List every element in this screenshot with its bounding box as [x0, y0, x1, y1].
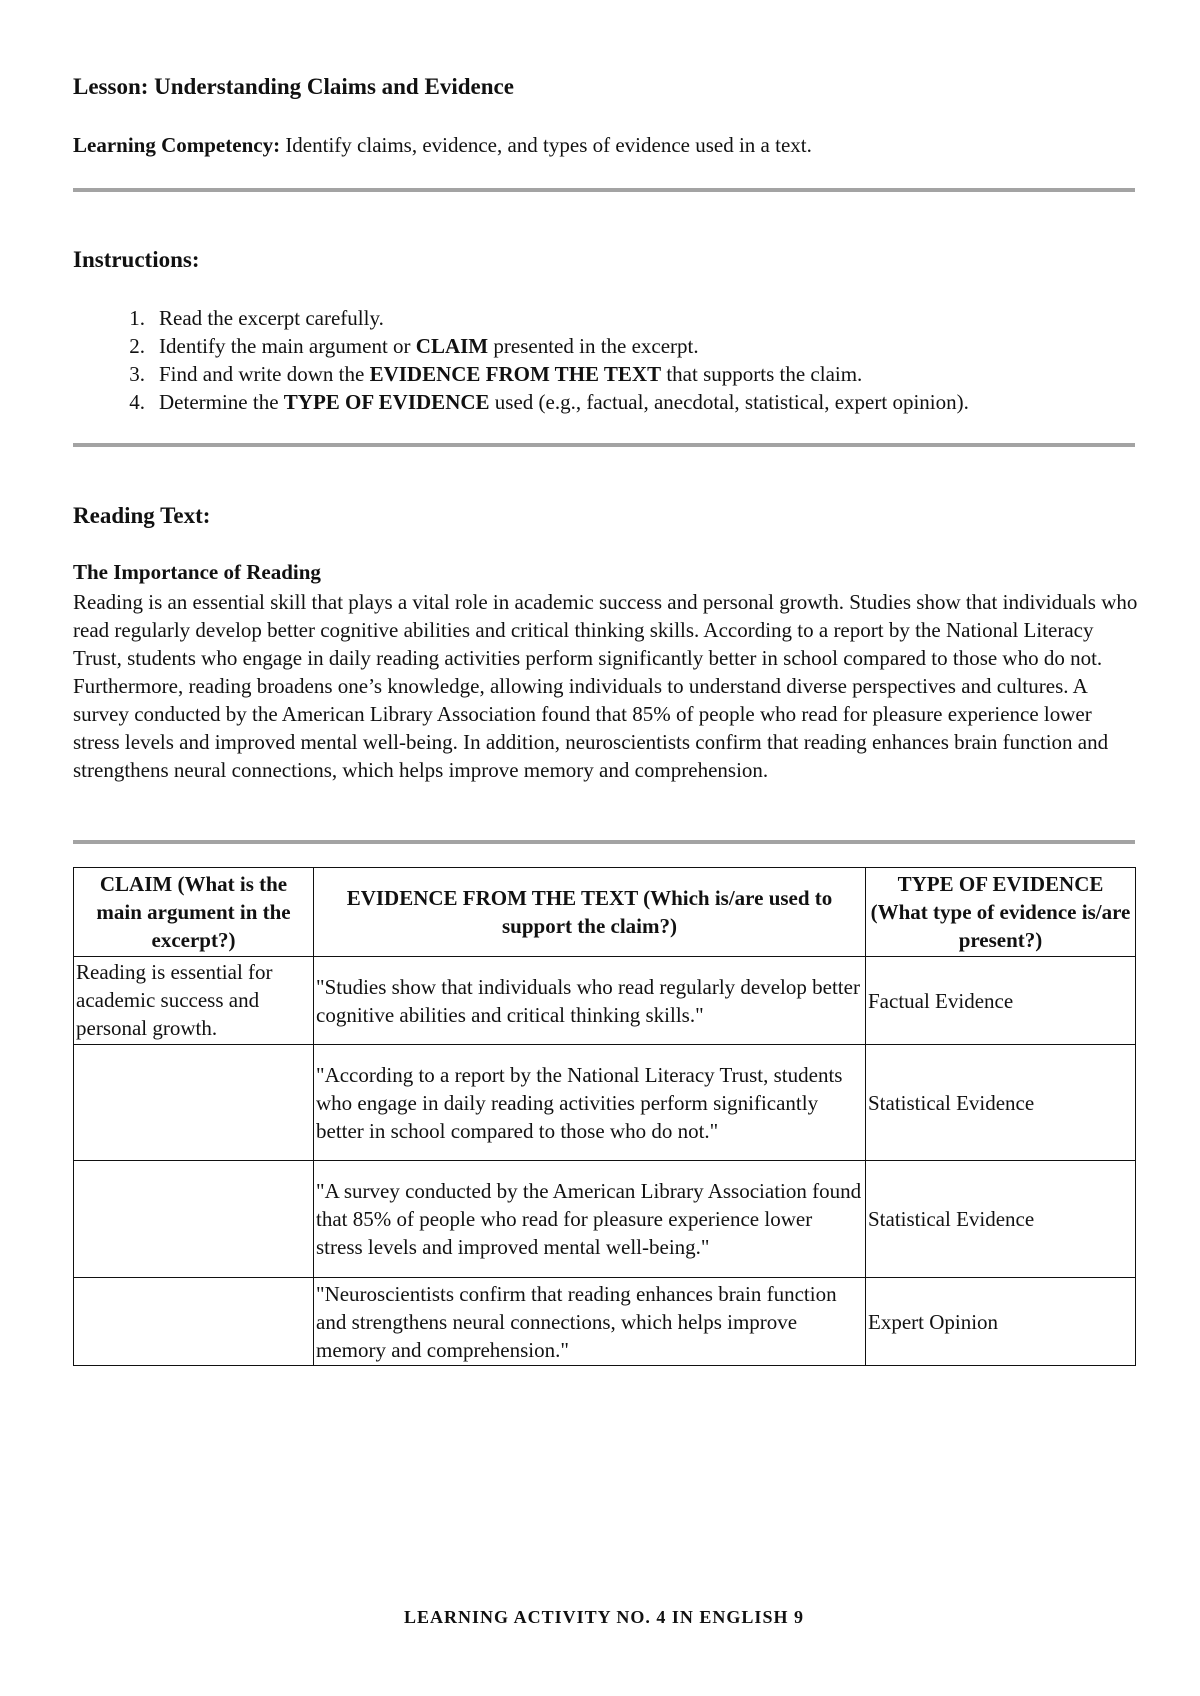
evidence-table	[73, 867, 1136, 1366]
instruction-number: 2.	[129, 334, 145, 358]
reading-heading: Reading Text:	[73, 503, 211, 528]
claim-cell	[74, 1278, 314, 1366]
table-row	[74, 1045, 1136, 1161]
instruction-text: Determine the	[159, 390, 284, 414]
page-footer: LEARNING ACTIVITY NO. 4 IN ENGLISH 9	[404, 1607, 804, 1627]
type-cell: Statistical Evidence	[866, 1045, 1136, 1161]
evidence-cell: "Studies show that individuals who read regularly develop better cognitive abilities and critical thinking skills."	[314, 957, 866, 1045]
lesson-title	[73, 74, 514, 100]
header-evidence: EVIDENCE FROM THE TEXT (Which is/are used to support the claim?)	[314, 868, 866, 957]
lesson-name: Understanding Claims and Evidence	[154, 74, 514, 99]
instruction-item	[73, 304, 969, 332]
type-cell: Statistical Evidence	[866, 1161, 1136, 1278]
instruction-number: 4.	[129, 390, 145, 414]
instruction-keyword: TYPE OF EVIDENCE	[283, 390, 490, 414]
type-cell: Factual Evidence	[866, 957, 1136, 1045]
instruction-text: Identify the main argument or	[159, 334, 416, 358]
table-row	[74, 957, 1136, 1045]
lesson-prefix: Lesson:	[73, 74, 155, 99]
instruction-item	[73, 388, 969, 416]
competency-label: Learning Competency:	[73, 133, 281, 157]
evidence-cell: "Neuroscientists confirm that reading enhances brain function and strengthens neural connections, which helps improve memory and comprehension."	[314, 1278, 866, 1366]
instruction-number: 1.	[129, 306, 145, 330]
instruction-text-end: that supports the claim.	[661, 362, 863, 386]
instruction-item	[73, 332, 969, 360]
instruction-keyword: CLAIM	[415, 334, 489, 358]
instruction-text: Read the excerpt carefully.	[159, 306, 384, 330]
reading-title: The Importance of Reading	[73, 560, 321, 584]
evidence-cell: "A survey conducted by the American Library Association found that 85% of people who read for pleasure experience lower stress levels and improved mental well-being."	[314, 1161, 866, 1278]
instruction-number: 3.	[129, 362, 145, 386]
claim-cell	[74, 1045, 314, 1161]
evidence-cell: "According to a report by the National Literacy Trust, students who engage in daily reading activities perform significantly better in school compared to those who do not."	[314, 1045, 866, 1161]
divider-2	[73, 443, 1135, 447]
claim-cell: Reading is essential for academic success and personal growth.	[74, 957, 314, 1045]
table-row	[74, 1161, 1136, 1278]
instruction-text-end: presented in the excerpt.	[488, 334, 699, 358]
instructions-list	[73, 304, 969, 416]
table-header-row	[74, 868, 1136, 957]
competency-text: Identify claims, evidence, and types of evidence used in a text.	[280, 133, 812, 157]
instruction-item	[73, 360, 969, 388]
divider-1	[73, 188, 1135, 192]
reading-body: Reading is an essential skill that plays a vital role in academic success and personal growth. Studies show that individuals who read regularly develop better cognitive abilities and critical thinking skills. According to a report by the National Literacy Trust, students who engage in daily reading activities perform significantly better in school compared to those who do not. Furthermore, reading broadens one’s knowledge, allowing individuals to understand diverse perspectives and cultures. A survey conducted by the American Library Association found that 85% of people who read for pleasure experience lower stress levels and improved mental well-being. In addition, neuroscientists confirm that reading enhances brain function and strengthens neural connections, which helps improve memory and comprehension.	[73, 590, 1138, 782]
instruction-keyword: EVIDENCE FROM THE TEXT	[369, 362, 662, 386]
header-type: TYPE OF EVIDENCE (What type of evidence is/are present?)	[866, 868, 1136, 957]
header-claim: CLAIM (What is the main argument in the excerpt?)	[74, 868, 314, 957]
instructions-heading: Instructions:	[73, 247, 200, 272]
instruction-text: Find and write down the	[159, 362, 370, 386]
learning-competency	[73, 133, 812, 158]
type-cell: Expert Opinion	[866, 1278, 1136, 1366]
table-row	[74, 1278, 1136, 1366]
instruction-text-end: used (e.g., factual, anecdotal, statistical, expert opinion).	[489, 390, 969, 414]
claim-cell	[74, 1161, 314, 1278]
divider-3	[73, 840, 1135, 844]
